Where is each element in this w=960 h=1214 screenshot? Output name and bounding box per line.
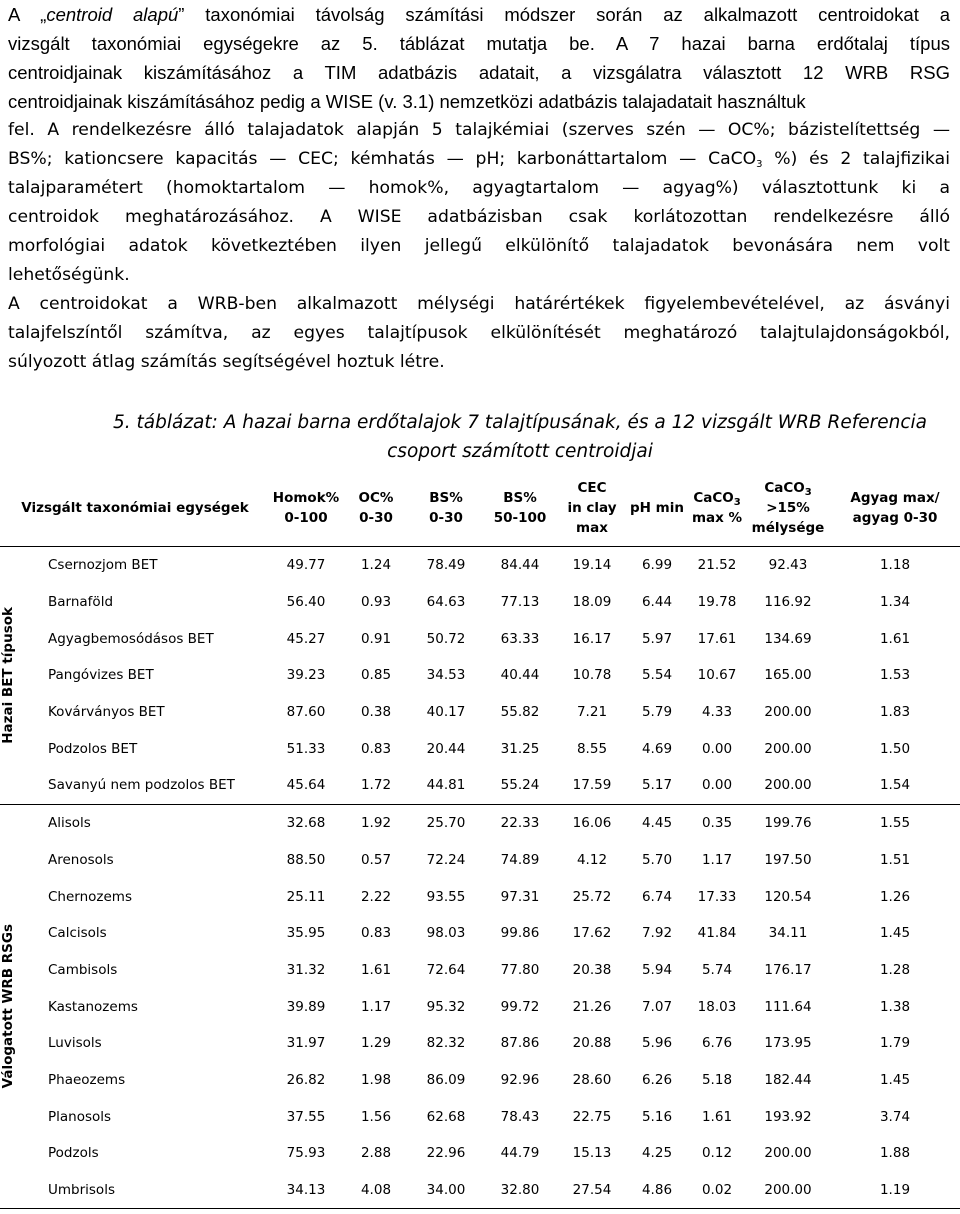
value-cell: 22.75 [572, 1108, 612, 1125]
value-cell: 87.60 [286, 704, 326, 721]
text-line: BS%; kationcsere kapacitás — CEC; kémhatás — pH; karbonáttartalom — CaCO$_3$ %) és 2 talajfizikai [8, 149, 950, 170]
row-name-cell: Barnaföld [48, 594, 114, 611]
value-cell: 0.83 [360, 925, 392, 942]
value-cell: 1.51 [879, 851, 911, 868]
value-cell: 182.44 [764, 1071, 812, 1088]
value-cell: 1.92 [360, 815, 392, 832]
value-cell: 1.83 [879, 704, 911, 721]
table-row [0, 1098, 960, 1135]
value-cell: 39.89 [286, 998, 326, 1015]
value-cell: 4.08 [342, 1172, 410, 1209]
row-name-cell: Agyagbemosódásos BET [48, 630, 214, 647]
text-line: centroidjainak kiszámításához a TIM adatbázis adatait, a vizsgálatra választott 12 WRB RSG [8, 62, 950, 83]
italic-term: centroid alapú [46, 4, 179, 25]
value-cell: 1.53 [879, 667, 911, 684]
value-cell: 5.70 [641, 851, 673, 868]
value-cell: 31.25 [500, 740, 540, 757]
value-cell: 116.92 [764, 594, 812, 611]
value-cell: 1.26 [879, 888, 911, 905]
value-cell: 50.72 [426, 630, 466, 647]
value-cell: 86.09 [426, 1071, 466, 1088]
value-cell: 2.22 [360, 888, 392, 905]
value-cell: 1.29 [360, 1035, 392, 1052]
table-row [0, 547, 960, 584]
value-cell: 40.44 [500, 667, 540, 684]
value-cell: 134.69 [764, 630, 812, 647]
value-cell: 0.85 [360, 667, 392, 684]
value-cell: 111.64 [764, 998, 812, 1015]
col-header-cec: CEC in clay max [558, 470, 626, 547]
centroid-table [0, 470, 960, 1209]
value-cell: 5.96 [641, 1035, 673, 1052]
text-line: A centroidokat a WRB-ben alkalmazott mélységi határértékek figyelembevételével, az ásványi [8, 294, 950, 314]
value-cell: 1.19 [830, 1172, 960, 1209]
value-cell: 99.86 [500, 925, 540, 942]
value-cell: 6.44 [641, 594, 673, 611]
value-cell: 27.54 [558, 1172, 626, 1209]
value-cell: 26.82 [286, 1071, 326, 1088]
col-header-caco3-depth: CaCO$_3$ >15% mélysége [746, 470, 830, 547]
row-name-cell: Planosols [48, 1108, 112, 1125]
value-cell: 6.26 [641, 1071, 673, 1088]
value-cell: 1.17 [701, 851, 733, 868]
value-cell: 4.12 [576, 851, 608, 868]
value-cell: 87.86 [500, 1035, 540, 1052]
value-cell: 19.78 [697, 594, 737, 611]
col-header-homok: Homok% 0-100 [270, 470, 342, 547]
value-cell: 1.18 [879, 557, 911, 574]
value-cell: 4.25 [641, 1145, 673, 1162]
table-row [0, 915, 960, 952]
value-cell: 5.74 [701, 961, 733, 978]
value-cell: 1.45 [879, 925, 911, 942]
col-header-bs-50-100: BS% 50-100 [482, 470, 558, 547]
text-line: centroidjainak kiszámításához pedig a WISE (v. 3.1) nemzetközi adatbázis talajadatait használtuk [8, 91, 806, 112]
text-line: fel. A rendelkezésre álló talajadatok alapján 5 talajkémiai (szerves szén — OC%; bázistelítettség — [8, 120, 950, 140]
value-cell: 0.93 [360, 594, 392, 611]
col-header-units: Vizsgált taxonómiai egységek [0, 470, 270, 547]
value-cell: 25.72 [572, 888, 612, 905]
value-cell: 2.88 [360, 1145, 392, 1162]
value-cell: 34.53 [426, 667, 466, 684]
value-cell: 84.44 [500, 557, 540, 574]
value-cell: 5.79 [641, 704, 673, 721]
value-cell: 72.24 [426, 851, 466, 868]
value-cell: 39.23 [286, 667, 326, 684]
value-cell: 44.79 [500, 1145, 540, 1162]
row-name-cell: Kastanozems [48, 998, 138, 1015]
value-cell: 21.52 [697, 557, 737, 574]
value-cell: 0.57 [360, 851, 392, 868]
row-name-cell: Podzolos BET [48, 740, 138, 757]
value-cell: 1.50 [879, 740, 911, 757]
value-cell: 193.92 [764, 1108, 812, 1125]
table-row [0, 804, 960, 841]
value-cell: 4.45 [641, 815, 673, 832]
value-cell: 197.50 [764, 851, 812, 868]
row-name-cell: Cambisols [48, 961, 118, 978]
col-header-ph: pH min [626, 470, 688, 547]
table-row [0, 767, 960, 804]
value-cell: 34.11 [768, 925, 808, 942]
value-cell: 165.00 [764, 667, 812, 684]
value-cell: 93.55 [426, 888, 466, 905]
value-cell: 0.91 [360, 630, 392, 647]
row-name-cell: Calcisols [48, 925, 107, 942]
value-cell: 34.00 [410, 1172, 482, 1209]
value-cell: 4.33 [701, 704, 733, 721]
table-row [0, 1135, 960, 1172]
value-cell: 31.32 [286, 961, 326, 978]
value-cell: 32.68 [286, 815, 326, 832]
value-cell: 200.00 [764, 740, 812, 757]
value-cell: 88.50 [286, 851, 326, 868]
value-cell: 200.00 [764, 704, 812, 721]
value-cell: 21.26 [572, 998, 612, 1015]
value-cell: 92.43 [768, 557, 808, 574]
value-cell: 176.17 [764, 961, 812, 978]
value-cell: 0.12 [701, 1145, 733, 1162]
value-cell: 77.80 [500, 961, 540, 978]
value-cell: 78.49 [426, 557, 466, 574]
table-row [0, 1172, 960, 1209]
value-cell: 1.55 [879, 815, 911, 832]
value-cell: 74.89 [500, 851, 540, 868]
value-cell: 55.82 [500, 704, 540, 721]
value-cell: 19.14 [572, 557, 612, 574]
value-cell: 98.03 [426, 925, 466, 942]
value-cell: 1.45 [879, 1071, 911, 1088]
value-cell: 199.76 [764, 815, 812, 832]
value-cell: 120.54 [764, 888, 812, 905]
row-group-label [0, 547, 48, 805]
value-cell: 5.97 [641, 630, 673, 647]
value-cell: 45.64 [270, 767, 342, 804]
value-cell: 1.88 [879, 1145, 911, 1162]
col-header-oc: OC% 0-30 [342, 470, 410, 547]
value-cell: 1.98 [360, 1071, 392, 1088]
value-cell: 99.72 [500, 998, 540, 1015]
table-caption [80, 408, 960, 466]
row-name-cell: Savanyú nem podzolos BET [48, 767, 270, 804]
text-line: vizsgált taxonómiai egységekre az 5. táblázat mutatja be. A 7 hazai barna erdőtalaj típus [8, 33, 950, 54]
value-cell: 1.61 [701, 1108, 733, 1125]
text-line: talajfelszíntől számítva, az egyes talajtípusok elkülönítését meghatározó talajtulajdonságokból, [8, 323, 950, 343]
value-cell: 56.40 [286, 594, 326, 611]
value-cell: 17.33 [697, 888, 737, 905]
value-cell: 63.33 [500, 630, 540, 647]
table-row [0, 1025, 960, 1062]
table-header-row [0, 470, 960, 547]
table-row [0, 584, 960, 621]
value-cell: 15.13 [572, 1145, 612, 1162]
value-cell: 16.06 [572, 815, 612, 832]
value-cell: 40.17 [426, 704, 466, 721]
value-cell: 8.55 [576, 740, 608, 757]
value-cell: 200.00 [746, 767, 830, 804]
value-cell: 0.00 [701, 740, 733, 757]
value-cell: 1.34 [879, 594, 911, 611]
value-cell: 35.95 [286, 925, 326, 942]
value-cell: 17.59 [558, 767, 626, 804]
value-cell: 92.96 [500, 1071, 540, 1088]
value-cell: 1.17 [360, 998, 392, 1015]
col-header-agyag: Agyag max/ agyag 0-30 [830, 470, 960, 547]
value-cell: 34.13 [270, 1172, 342, 1209]
value-cell: 62.68 [426, 1108, 466, 1125]
value-cell: 16.17 [572, 630, 612, 647]
value-cell: 7.21 [576, 704, 608, 721]
table-body [0, 547, 960, 1209]
row-name-cell: Arenosols [48, 851, 114, 868]
value-cell: 18.03 [697, 998, 737, 1015]
row-name-cell: Chernozems [48, 888, 132, 905]
text-line: A „centroid alapú” taxonómiai távolság számítási módszer során az alkalmazott centroidokat a [8, 4, 950, 25]
value-cell: 7.07 [641, 998, 673, 1015]
value-cell: 97.31 [500, 888, 540, 905]
value-cell: 6.99 [641, 557, 673, 574]
value-cell: 200.00 [746, 1172, 830, 1209]
value-cell: 37.55 [286, 1108, 326, 1125]
value-cell: 1.72 [342, 767, 410, 804]
value-cell: 10.67 [697, 667, 737, 684]
value-cell: 64.63 [426, 594, 466, 611]
value-cell: 17.61 [697, 630, 737, 647]
text-line: súlyozott átlag számítás segítségével hoztuk létre. [8, 352, 445, 372]
table-row [0, 657, 960, 694]
value-cell: 75.93 [286, 1145, 326, 1162]
value-cell: 0.83 [360, 740, 392, 757]
value-cell: 5.17 [626, 767, 688, 804]
row-name-cell: Pangóvizes BET [48, 667, 154, 684]
value-cell: 82.32 [426, 1035, 466, 1052]
row-name-cell: Phaeozems [48, 1071, 126, 1088]
value-cell: 1.61 [360, 961, 392, 978]
value-cell: 0.00 [688, 767, 746, 804]
value-cell: 0.02 [688, 1172, 746, 1209]
value-cell: 3.74 [879, 1108, 911, 1125]
value-cell: 22.33 [500, 815, 540, 832]
group-label-text: Hazai BET típusok [0, 607, 16, 744]
value-cell: 32.80 [482, 1172, 558, 1209]
value-cell: 49.77 [286, 557, 326, 574]
row-name-cell: Luvisols [48, 1035, 102, 1052]
value-cell: 7.92 [641, 925, 673, 942]
table-row [0, 988, 960, 1025]
value-cell: 51.33 [286, 740, 326, 757]
value-cell: 1.54 [830, 767, 960, 804]
group-label-text: Válogatott WRB RSGs [0, 924, 16, 1089]
value-cell: 25.11 [286, 888, 326, 905]
paragraph-methods [8, 116, 950, 290]
value-cell: 78.43 [500, 1108, 540, 1125]
row-name-cell: Podzols [48, 1145, 99, 1162]
text-line: centroidok meghatározásához. A WISE adatbázisban csak korlátozottan rendelkezésre álló [8, 207, 950, 227]
table-row [0, 952, 960, 989]
value-cell: 20.38 [572, 961, 612, 978]
value-cell: 173.95 [764, 1035, 812, 1052]
row-group-label [0, 804, 48, 1209]
table-row [0, 620, 960, 657]
value-cell: 20.88 [572, 1035, 612, 1052]
value-cell: 5.54 [641, 667, 673, 684]
value-cell: 6.76 [701, 1035, 733, 1052]
text-line: talajparamétert (homoktartalom — homok%, agyagtartalom — agyag%) választottunk ki a [8, 178, 950, 198]
value-cell: 4.69 [641, 740, 673, 757]
caption-line: csoport számított centroidjai [387, 441, 653, 462]
paragraph-intro [8, 0, 950, 116]
row-name-cell: Alisols [48, 815, 91, 832]
value-cell: 0.35 [701, 815, 733, 832]
value-cell: 44.81 [410, 767, 482, 804]
value-cell: 55.24 [482, 767, 558, 804]
value-cell: 1.79 [879, 1035, 911, 1052]
table-row [0, 842, 960, 879]
table-row [0, 878, 960, 915]
value-cell: 1.38 [879, 998, 911, 1015]
value-cell: 95.32 [426, 998, 466, 1015]
col-header-bs-0-30: BS% 0-30 [410, 470, 482, 547]
table-row [0, 730, 960, 767]
value-cell: 31.97 [286, 1035, 326, 1052]
text-line: lehetőségünk. [8, 265, 130, 285]
text-line: morfológiai adatok következtében ilyen jellegű elkülönítő talajadatok bevonására nem volt [8, 236, 950, 256]
value-cell: 0.38 [360, 704, 392, 721]
table-row [0, 1062, 960, 1099]
row-name-cell: Kovárványos BET [48, 704, 165, 721]
value-cell: 4.86 [626, 1172, 688, 1209]
row-name-cell: Umbrisols [48, 1172, 270, 1209]
value-cell: 5.16 [641, 1108, 673, 1125]
value-cell: 72.64 [426, 961, 466, 978]
value-cell: 1.24 [360, 557, 392, 574]
paragraph-centroids [8, 290, 950, 377]
value-cell: 1.28 [879, 961, 911, 978]
value-cell: 5.18 [701, 1071, 733, 1088]
col-header-caco3-max: CaCO$_3$ max % [688, 470, 746, 547]
value-cell: 77.13 [500, 594, 540, 611]
value-cell: 25.70 [426, 815, 466, 832]
value-cell: 18.09 [572, 594, 612, 611]
value-cell: 17.62 [572, 925, 612, 942]
value-cell: 28.60 [572, 1071, 612, 1088]
value-cell: 200.00 [764, 1145, 812, 1162]
value-cell: 1.56 [360, 1108, 392, 1125]
value-cell: 1.61 [879, 630, 911, 647]
caption-line: 5. táblázat: A hazai barna erdőtalajok 7 talajtípusának, és a 12 vizsgált WRB Referencia [113, 412, 927, 433]
value-cell: 20.44 [426, 740, 466, 757]
value-cell: 41.84 [697, 925, 737, 942]
value-cell: 5.94 [641, 961, 673, 978]
value-cell: 45.27 [286, 630, 326, 647]
value-cell: 10.78 [572, 667, 612, 684]
value-cell: 6.74 [641, 888, 673, 905]
table-row [0, 694, 960, 731]
row-name-cell: Csernozjom BET [48, 557, 158, 574]
value-cell: 22.96 [426, 1145, 466, 1162]
